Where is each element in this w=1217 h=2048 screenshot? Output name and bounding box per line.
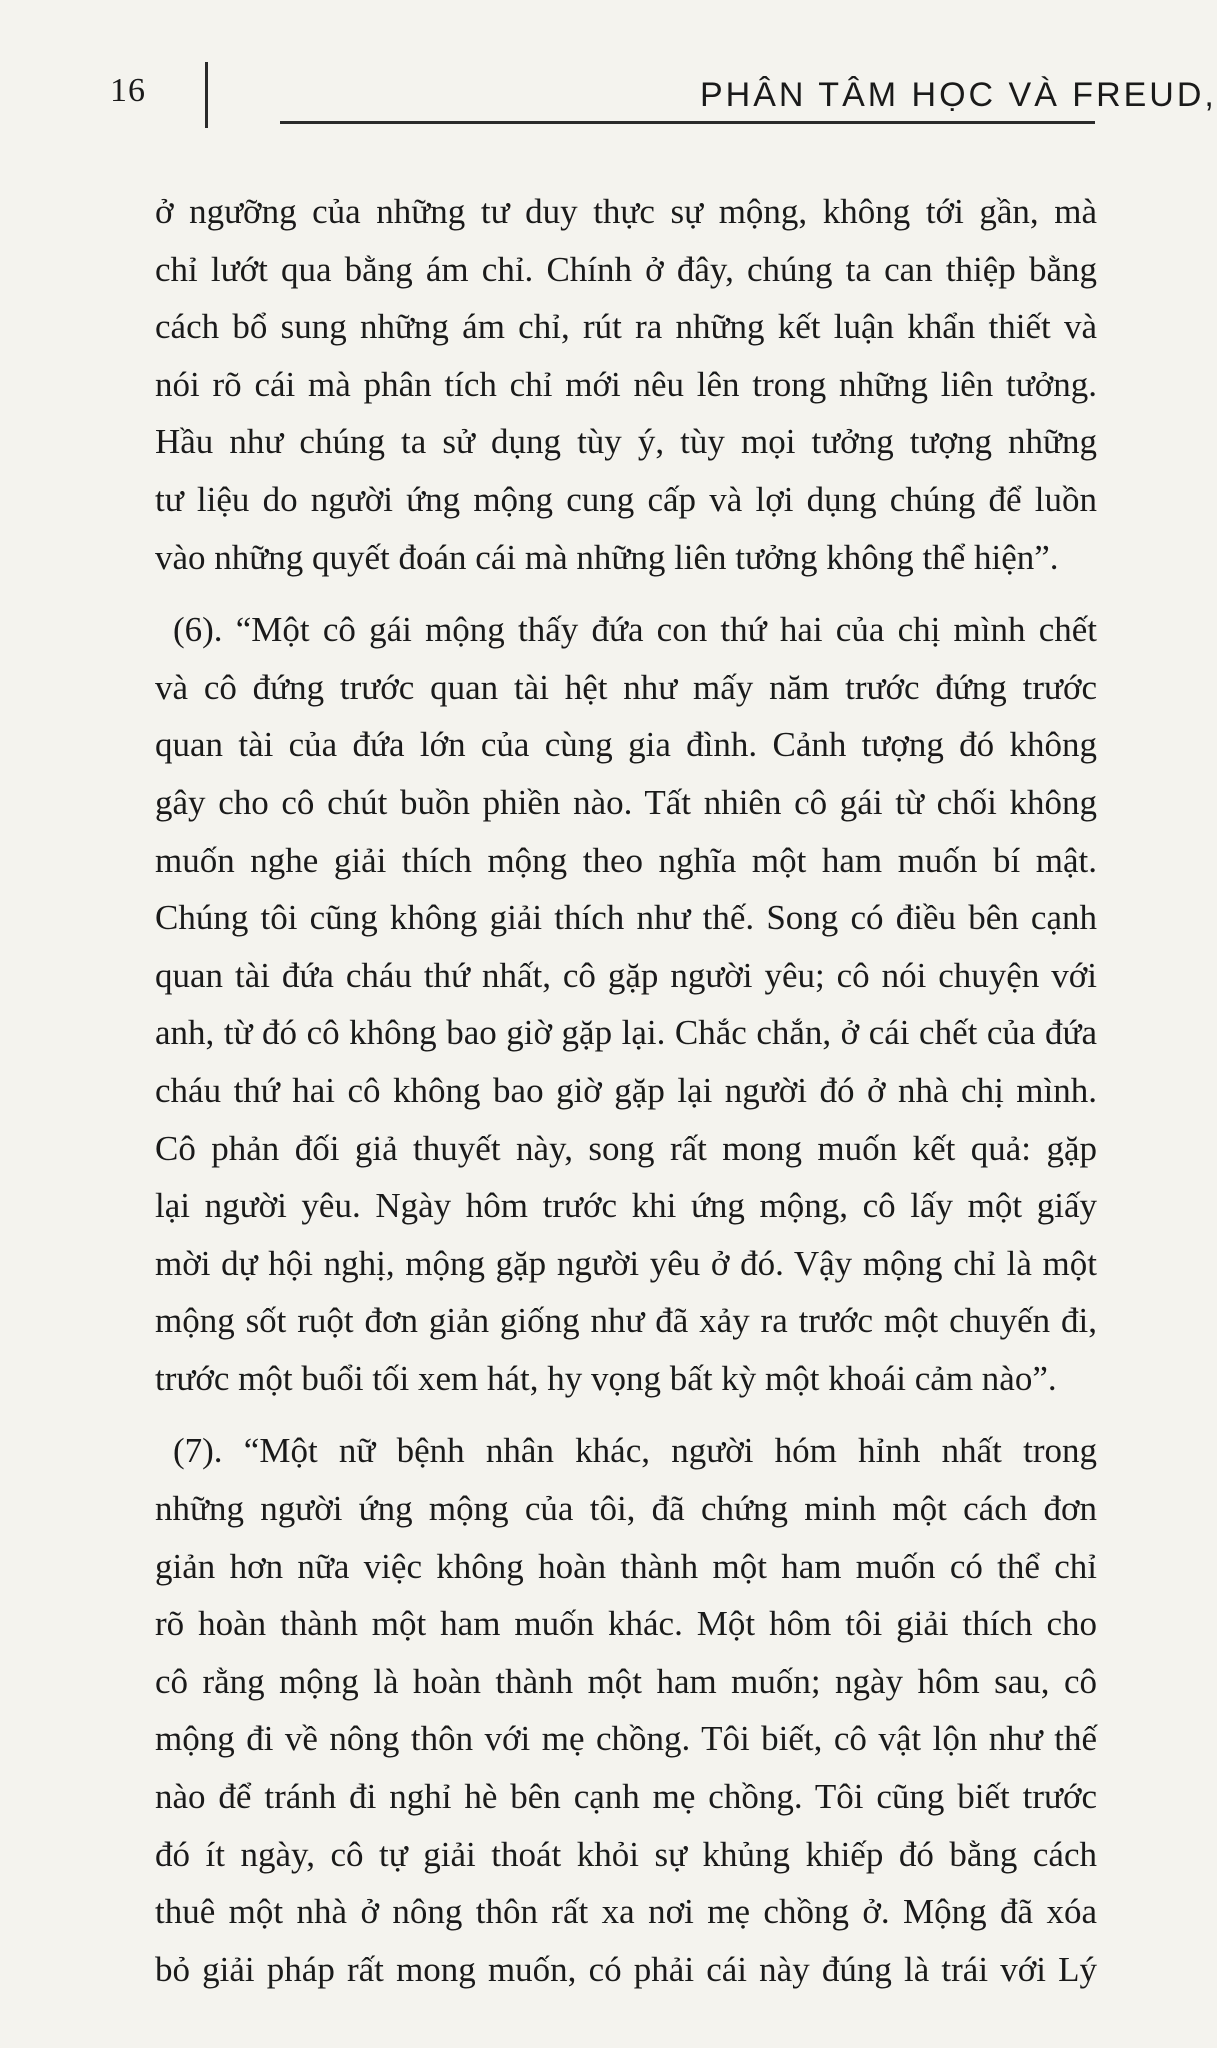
text-line: bỏ giải pháp rất mong muốn, có phải cái này đúng là trái với Lý [155,1949,1097,1989]
text-line: Chúng tôi cũng không giải thích như thế. Song có điều bên cạnh [155,898,1097,938]
header-rule [280,121,1095,124]
text-line: giản hơn nữa việc không hoàn thành một ham muốn có thể chỉ [155,1546,1097,1586]
text-line: cháu thứ hai cô không bao giờ gặp lại người đó ở nhà chị mình. [155,1070,1097,1110]
text-line: mời dự hội nghị, mộng gặp người yêu ở đó. Vậy mộng chỉ là một [155,1243,1097,1283]
text-line: (7). “Một nữ bệnh nhân khác, người hóm hỉnh nhất trong [173,1431,1097,1471]
text-line: chỉ lướt qua bằng ám chỉ. Chính ở đây, chúng ta can thiệp bằng [155,249,1097,289]
text-line: quan tài của đứa lớn của cùng gia đình. Cảnh tượng đó không [155,725,1097,765]
text-line: tư liệu do người ứng mộng cung cấp và lợi dụng chúng để luồn [155,479,1097,519]
text-line: rõ hoàn thành một ham muốn khác. Một hôm tôi giải thích cho [155,1604,1097,1644]
text-line: mộng đi về nông thôn với mẹ chồng. Tôi biết, cô vật lộn như thế [155,1719,1097,1759]
text-line: lại người yêu. Ngày hôm trước khi ứng mộng, cô lấy một giấy [155,1186,1097,1226]
text-line: ở ngưỡng của những tư duy thực sự mộng, không tới gần, mà [155,192,1097,231]
text-line: muốn nghe giải thích mộng theo nghĩa một ham muốn bí mật. [155,840,1097,880]
text-line: mộng sốt ruột đơn giản giống như đã xảy ra trước một chuyến đi, [155,1301,1097,1341]
text-line: nói rõ cái mà phân tích chỉ mới nêu lên trong những liên tưởng. [155,364,1097,404]
text-line: anh, từ đó cô không bao giờ gặp lại. Chắc chắn, ở cái chết của đứa [155,1013,1097,1053]
paragraph-continued [155,183,1097,586]
text-line: gây cho cô chút buồn phiền nào. Tất nhiên cô gái từ chối không [155,782,1097,822]
text-line: Hầu như chúng ta sử dụng tùy ý, tùy mọi tưởng tượng những [155,422,1097,462]
text-line: trước một buổi tối xem hát, hy vọng bất kỳ một khoái cảm nào”. [155,1358,1057,1398]
header-divider [205,62,208,128]
text-line: cách bổ sung những ám chỉ, rút ra những kết luận khẩn thiết và [155,307,1097,347]
paragraph-7 [155,1422,1097,1998]
text-line: và cô đứng trước quan tài hệt như mấy năm trước đứng trước [155,667,1097,707]
text-line: Cô phản đối giả thuyết này, song rất mong muốn kết quả: gặp [155,1128,1097,1168]
text-line: những người ứng mộng của tôi, đã chứng minh một cách đơn [155,1489,1097,1529]
text-line: cô rằng mộng là hoàn thành một ham muốn; ngày hôm sau, cô [155,1661,1097,1701]
text-line: vào những quyết đoán cái mà những liên tưởng không thể hiện”. [155,537,1059,577]
running-title: PHÂN TÂM HỌC VÀ FREUD, [700,76,1217,114]
text-line: đó ít ngày, cô tự giải thoát khỏi sự khủng khiếp đó bằng cách [155,1834,1097,1874]
page-number: 16 [110,72,146,109]
text-line: quan tài đứa cháu thứ nhất, cô gặp người yêu; cô nói chuyện với [155,955,1097,995]
paragraph-6 [155,601,1097,1407]
text-line: thuê một nhà ở nông thôn rất xa nơi mẹ chồng ở. Mộng đã xóa [155,1892,1097,1932]
text-line: (6). “Một cô gái mộng thấy đứa con thứ hai của chị mình chết [173,610,1097,650]
body-text [155,183,1097,1998]
text-line: nào để tránh đi nghỉ hè bên cạnh mẹ chồng. Tôi cũng biết trước [155,1777,1097,1817]
